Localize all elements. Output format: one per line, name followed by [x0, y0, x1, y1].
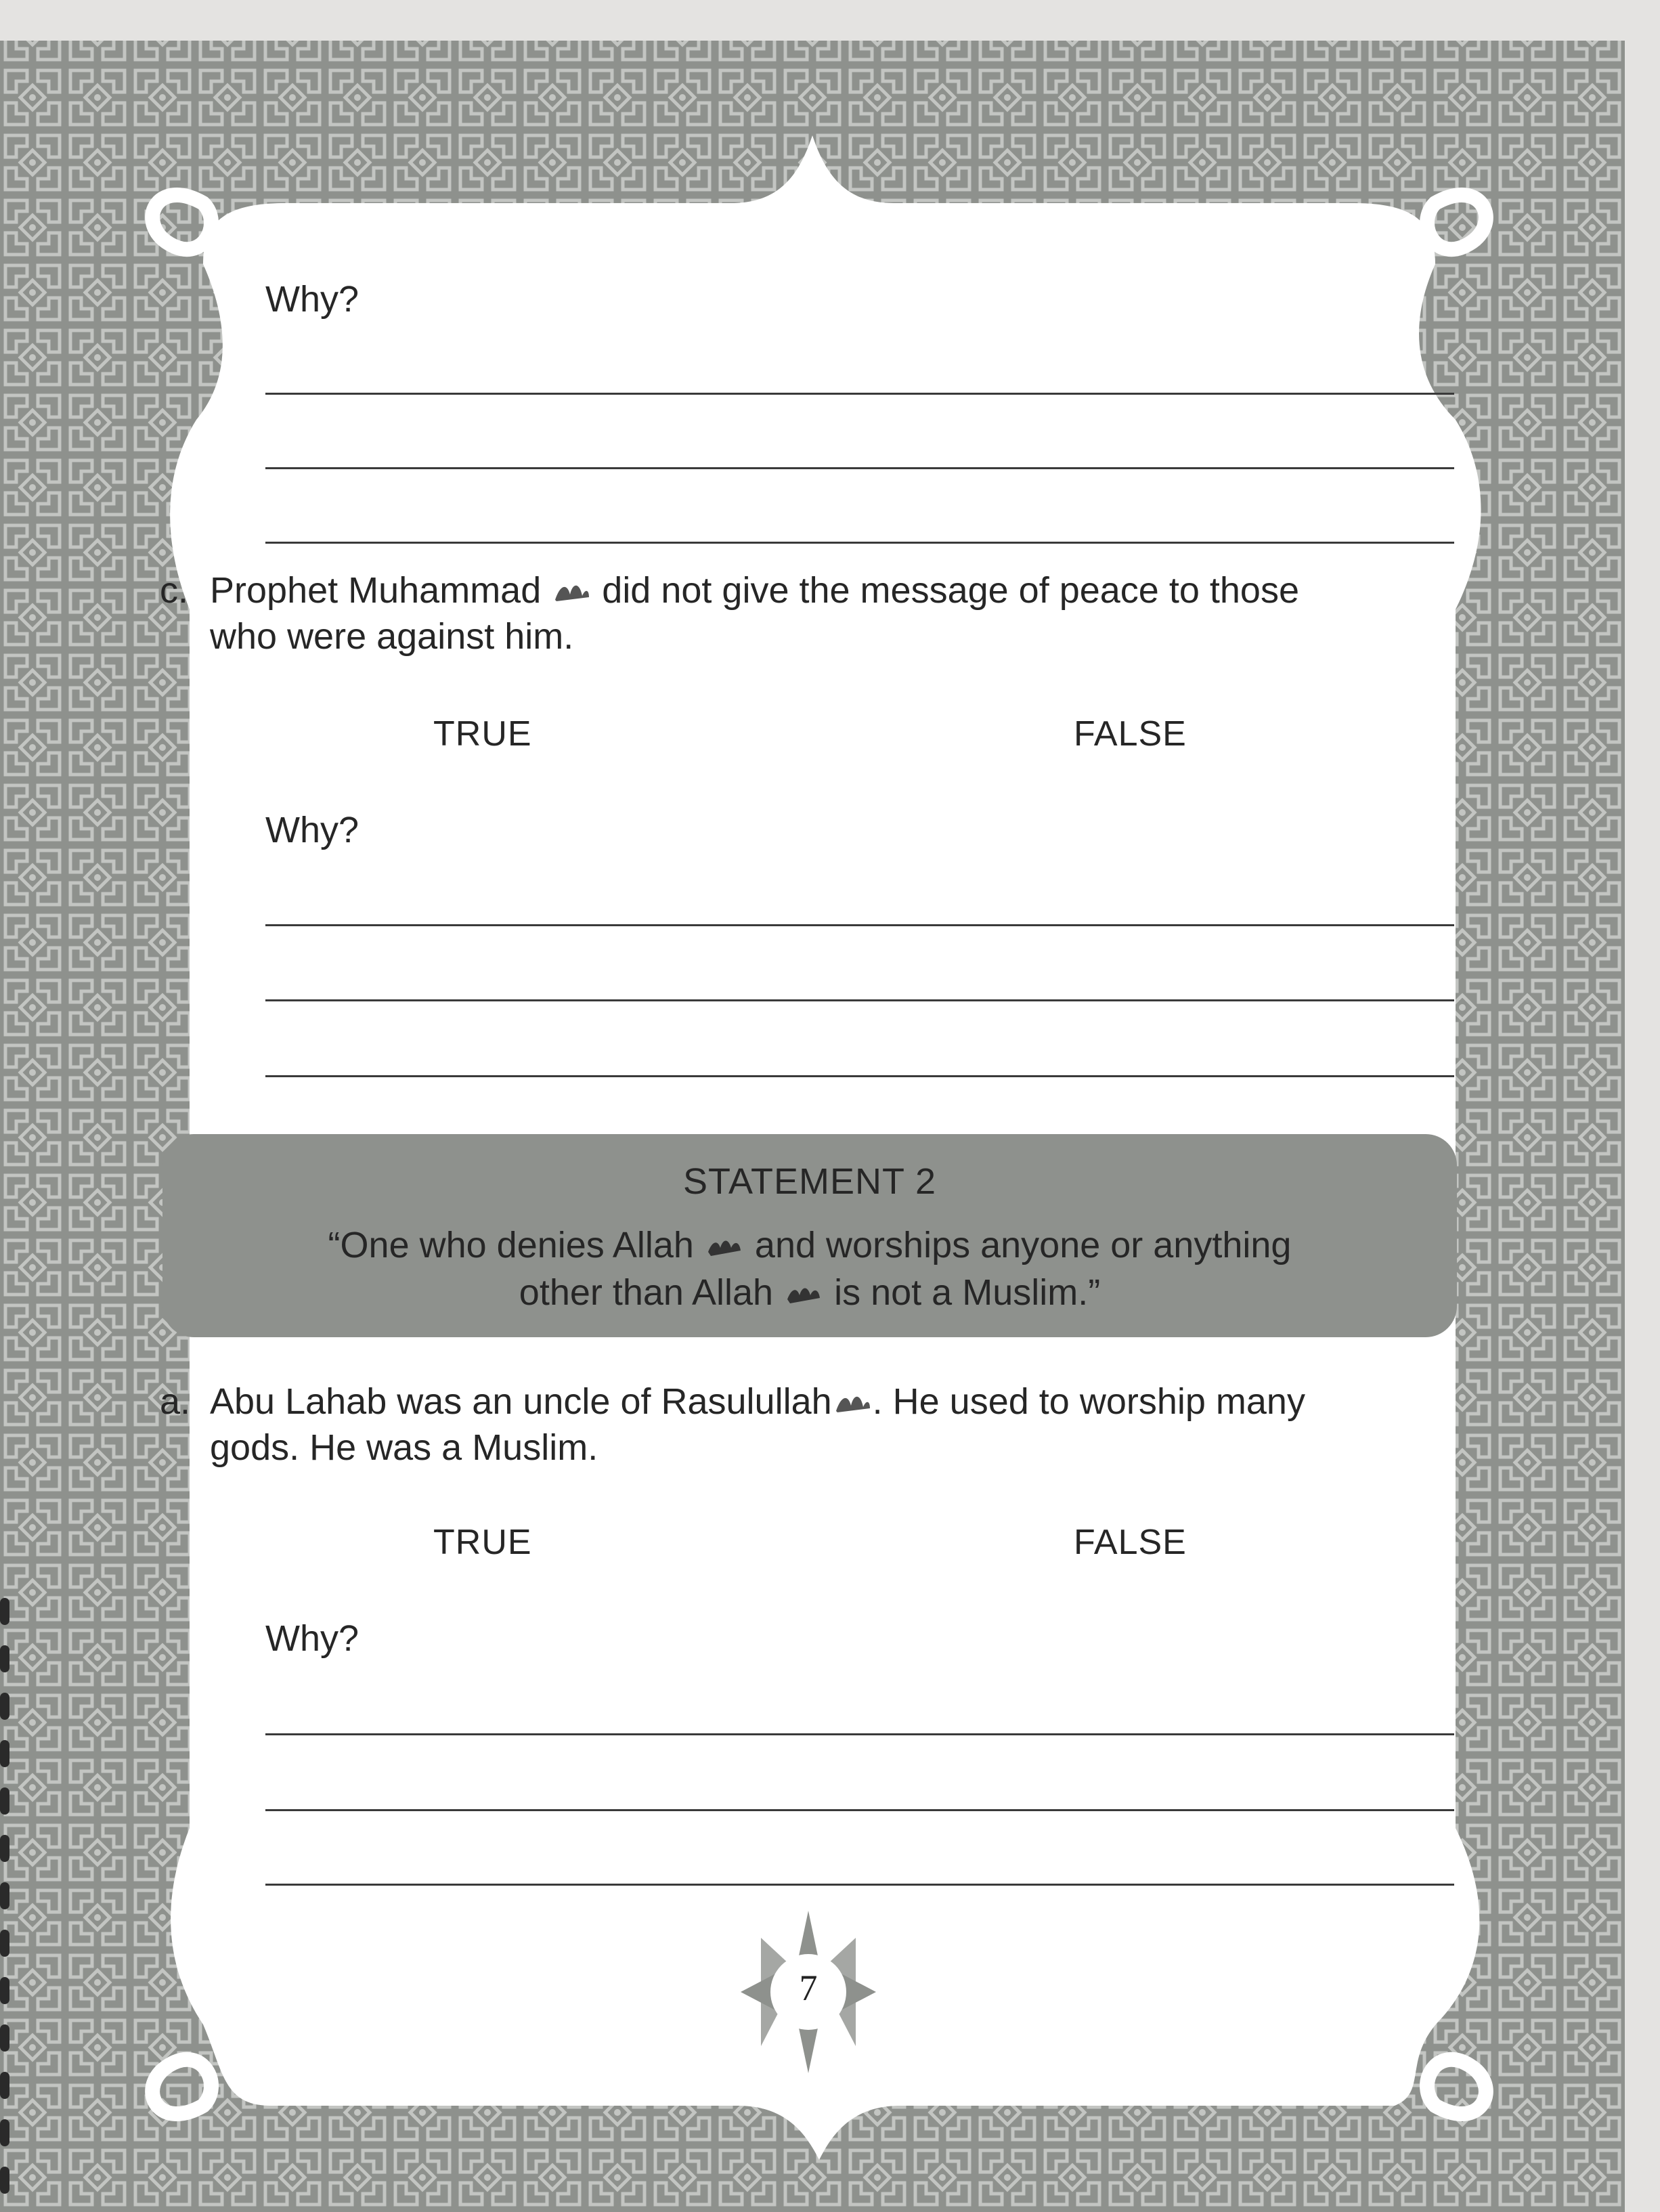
- answer-line-2[interactable]: [265, 467, 1454, 469]
- top-why-label: Why?: [265, 279, 359, 320]
- answer-line-4[interactable]: [265, 924, 1454, 926]
- question-c-line-1-start: Prophet Muhammad: [210, 570, 542, 611]
- statement-2-line-2: [162, 1270, 1457, 1316]
- question-c-true-option[interactable]: TRUE: [433, 714, 532, 754]
- statement-2-line-2-start: other than Allah: [519, 1272, 774, 1313]
- question-c-line-1-end: did not give the message of peace to those: [602, 570, 1299, 611]
- statement-2-line-2-end: is not a Muslim.”: [834, 1272, 1101, 1313]
- answer-line-1[interactable]: [265, 393, 1454, 395]
- honorific-swt-icon: [704, 1232, 745, 1261]
- honorific-swt-icon: [783, 1279, 824, 1309]
- question-a-line-1-start: Abu Lahab was an uncle of Rasulullah: [210, 1381, 832, 1422]
- statement-2-title: STATEMENT 2: [682, 1161, 937, 1202]
- question-a-line-1-end: . He used to worship many: [872, 1381, 1305, 1422]
- answer-line-3[interactable]: [265, 542, 1454, 544]
- question-a-line-1: [210, 1379, 1305, 1425]
- question-c-line-2: who were against him.: [210, 616, 574, 657]
- question-a-letter: a.: [160, 1381, 191, 1422]
- answer-line-8[interactable]: [265, 1809, 1454, 1811]
- question-c-false-option[interactable]: FALSE: [1074, 714, 1187, 754]
- answer-line-6[interactable]: [265, 1075, 1454, 1077]
- statement-2-box: [162, 1134, 1457, 1337]
- question-a-line-2: gods. He was a Muslim.: [210, 1427, 598, 1468]
- question-a-true-option[interactable]: TRUE: [433, 1523, 532, 1562]
- question-c-letter: c.: [160, 570, 189, 611]
- answer-line-7[interactable]: [265, 1733, 1454, 1735]
- answer-line-9[interactable]: [265, 1884, 1454, 1886]
- statement-2-line-1-end: and worships anyone or anything: [754, 1225, 1292, 1265]
- question-a-why-label: Why?: [265, 1618, 359, 1659]
- answer-line-5[interactable]: [265, 999, 1454, 1001]
- question-c-why-label: Why?: [265, 810, 359, 850]
- question-a-false-option[interactable]: FALSE: [1074, 1523, 1187, 1562]
- honorific-pbuh-icon: [832, 1388, 873, 1418]
- honorific-pbuh-icon: [551, 577, 592, 607]
- statement-2-line-1: [162, 1222, 1457, 1268]
- question-c-line-1: [210, 567, 1299, 613]
- page-number: 7: [799, 1968, 818, 2008]
- statement-2-line-1-start: “One who denies Allah: [328, 1225, 694, 1265]
